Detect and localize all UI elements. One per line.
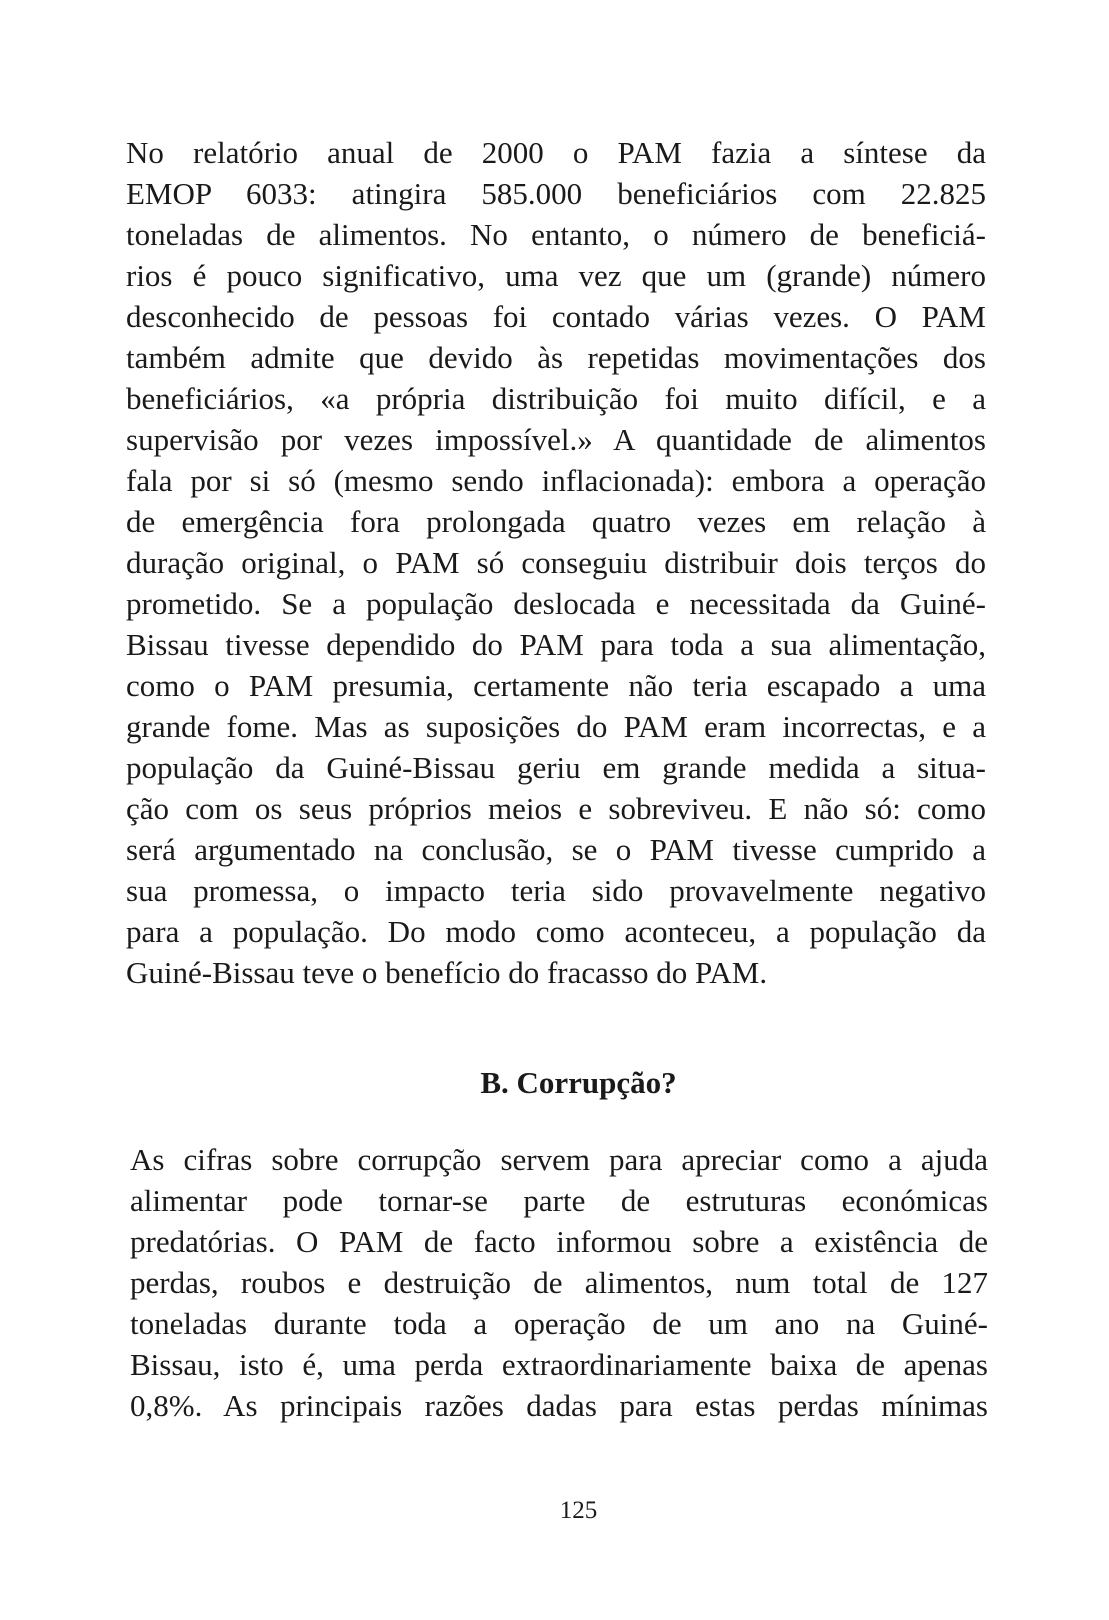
- text-line: toneladas durante toda a operação de um ano na Guiné-: [130, 1306, 988, 1341]
- text-line: sua promessa, o impacto teria sido provavelmente negativo: [126, 873, 986, 908]
- text-line: prometido. Se a população deslocada e necessitada da Guiné-: [126, 586, 986, 621]
- text-line: EMOP 6033: atingira 585.000 beneficiários com 22.825: [126, 176, 986, 211]
- text-line: população da Guiné-Bissau geriu em grande medida a situa-: [126, 750, 986, 785]
- text-line: também admite que devido às repetidas movimentações dos: [126, 340, 986, 375]
- text-line: alimentar pode tornar-se parte de estruturas económicas: [130, 1183, 988, 1218]
- text-line: rios é pouco significativo, uma vez que um (grande) número: [126, 258, 986, 293]
- text-line: supervisão por vezes impossível.» A quantidade de alimentos: [126, 422, 986, 457]
- body-paragraph-1: [126, 132, 986, 993]
- text-line: ção com os seus próprios meios e sobreviveu. E não só: como: [126, 791, 986, 826]
- text-line: fala por si só (mesmo sendo inflacionada): embora a operação: [126, 463, 986, 498]
- text-line: beneficiários, «a própria distribuição foi muito difícil, e a: [126, 381, 986, 416]
- body-paragraph-2: [130, 1139, 988, 1426]
- text-line: Bissau, isto é, uma perda extraordinariamente baixa de apenas: [130, 1347, 988, 1382]
- text-line: duração original, o PAM só conseguiu distribuir dois terços do: [126, 545, 986, 580]
- text-line: Bissau tivesse dependido do PAM para toda a sua alimentação,: [126, 627, 986, 662]
- text-line: como o PAM presumia, certamente não teria escapado a uma: [126, 668, 986, 703]
- text-line: de emergência fora prolongada quatro vezes em relação à: [126, 504, 986, 539]
- text-line: As cifras sobre corrupção servem para apreciar como a ajuda: [130, 1142, 988, 1177]
- text-line: grande fome. Mas as suposições do PAM eram incorrectas, e a: [126, 709, 986, 744]
- text-line: será argumentado na conclusão, se o PAM tivesse cumprido a: [126, 832, 986, 867]
- text-line: 0,8%. As principais razões dadas para estas perdas mínimas: [130, 1388, 988, 1423]
- page-number: 125: [559, 1497, 598, 1524]
- text-line: Guiné-Bissau teve o benefício do fracasso do PAM.: [126, 955, 768, 990]
- text-line: toneladas de alimentos. No entanto, o número de beneficiá-: [126, 217, 986, 252]
- section-heading: B. Corrupção?: [480, 1065, 677, 1100]
- text-line: No relatório anual de 2000 o PAM fazia a síntese da: [126, 135, 986, 170]
- text-line: para a população. Do modo como aconteceu, a população da: [126, 914, 986, 949]
- text-line: perdas, roubos e destruição de alimentos, num total de 127: [130, 1265, 988, 1300]
- text-line: predatórias. O PAM de facto informou sobre a existência de: [130, 1224, 988, 1259]
- text-line: desconhecido de pessoas foi contado várias vezes. O PAM: [126, 299, 986, 334]
